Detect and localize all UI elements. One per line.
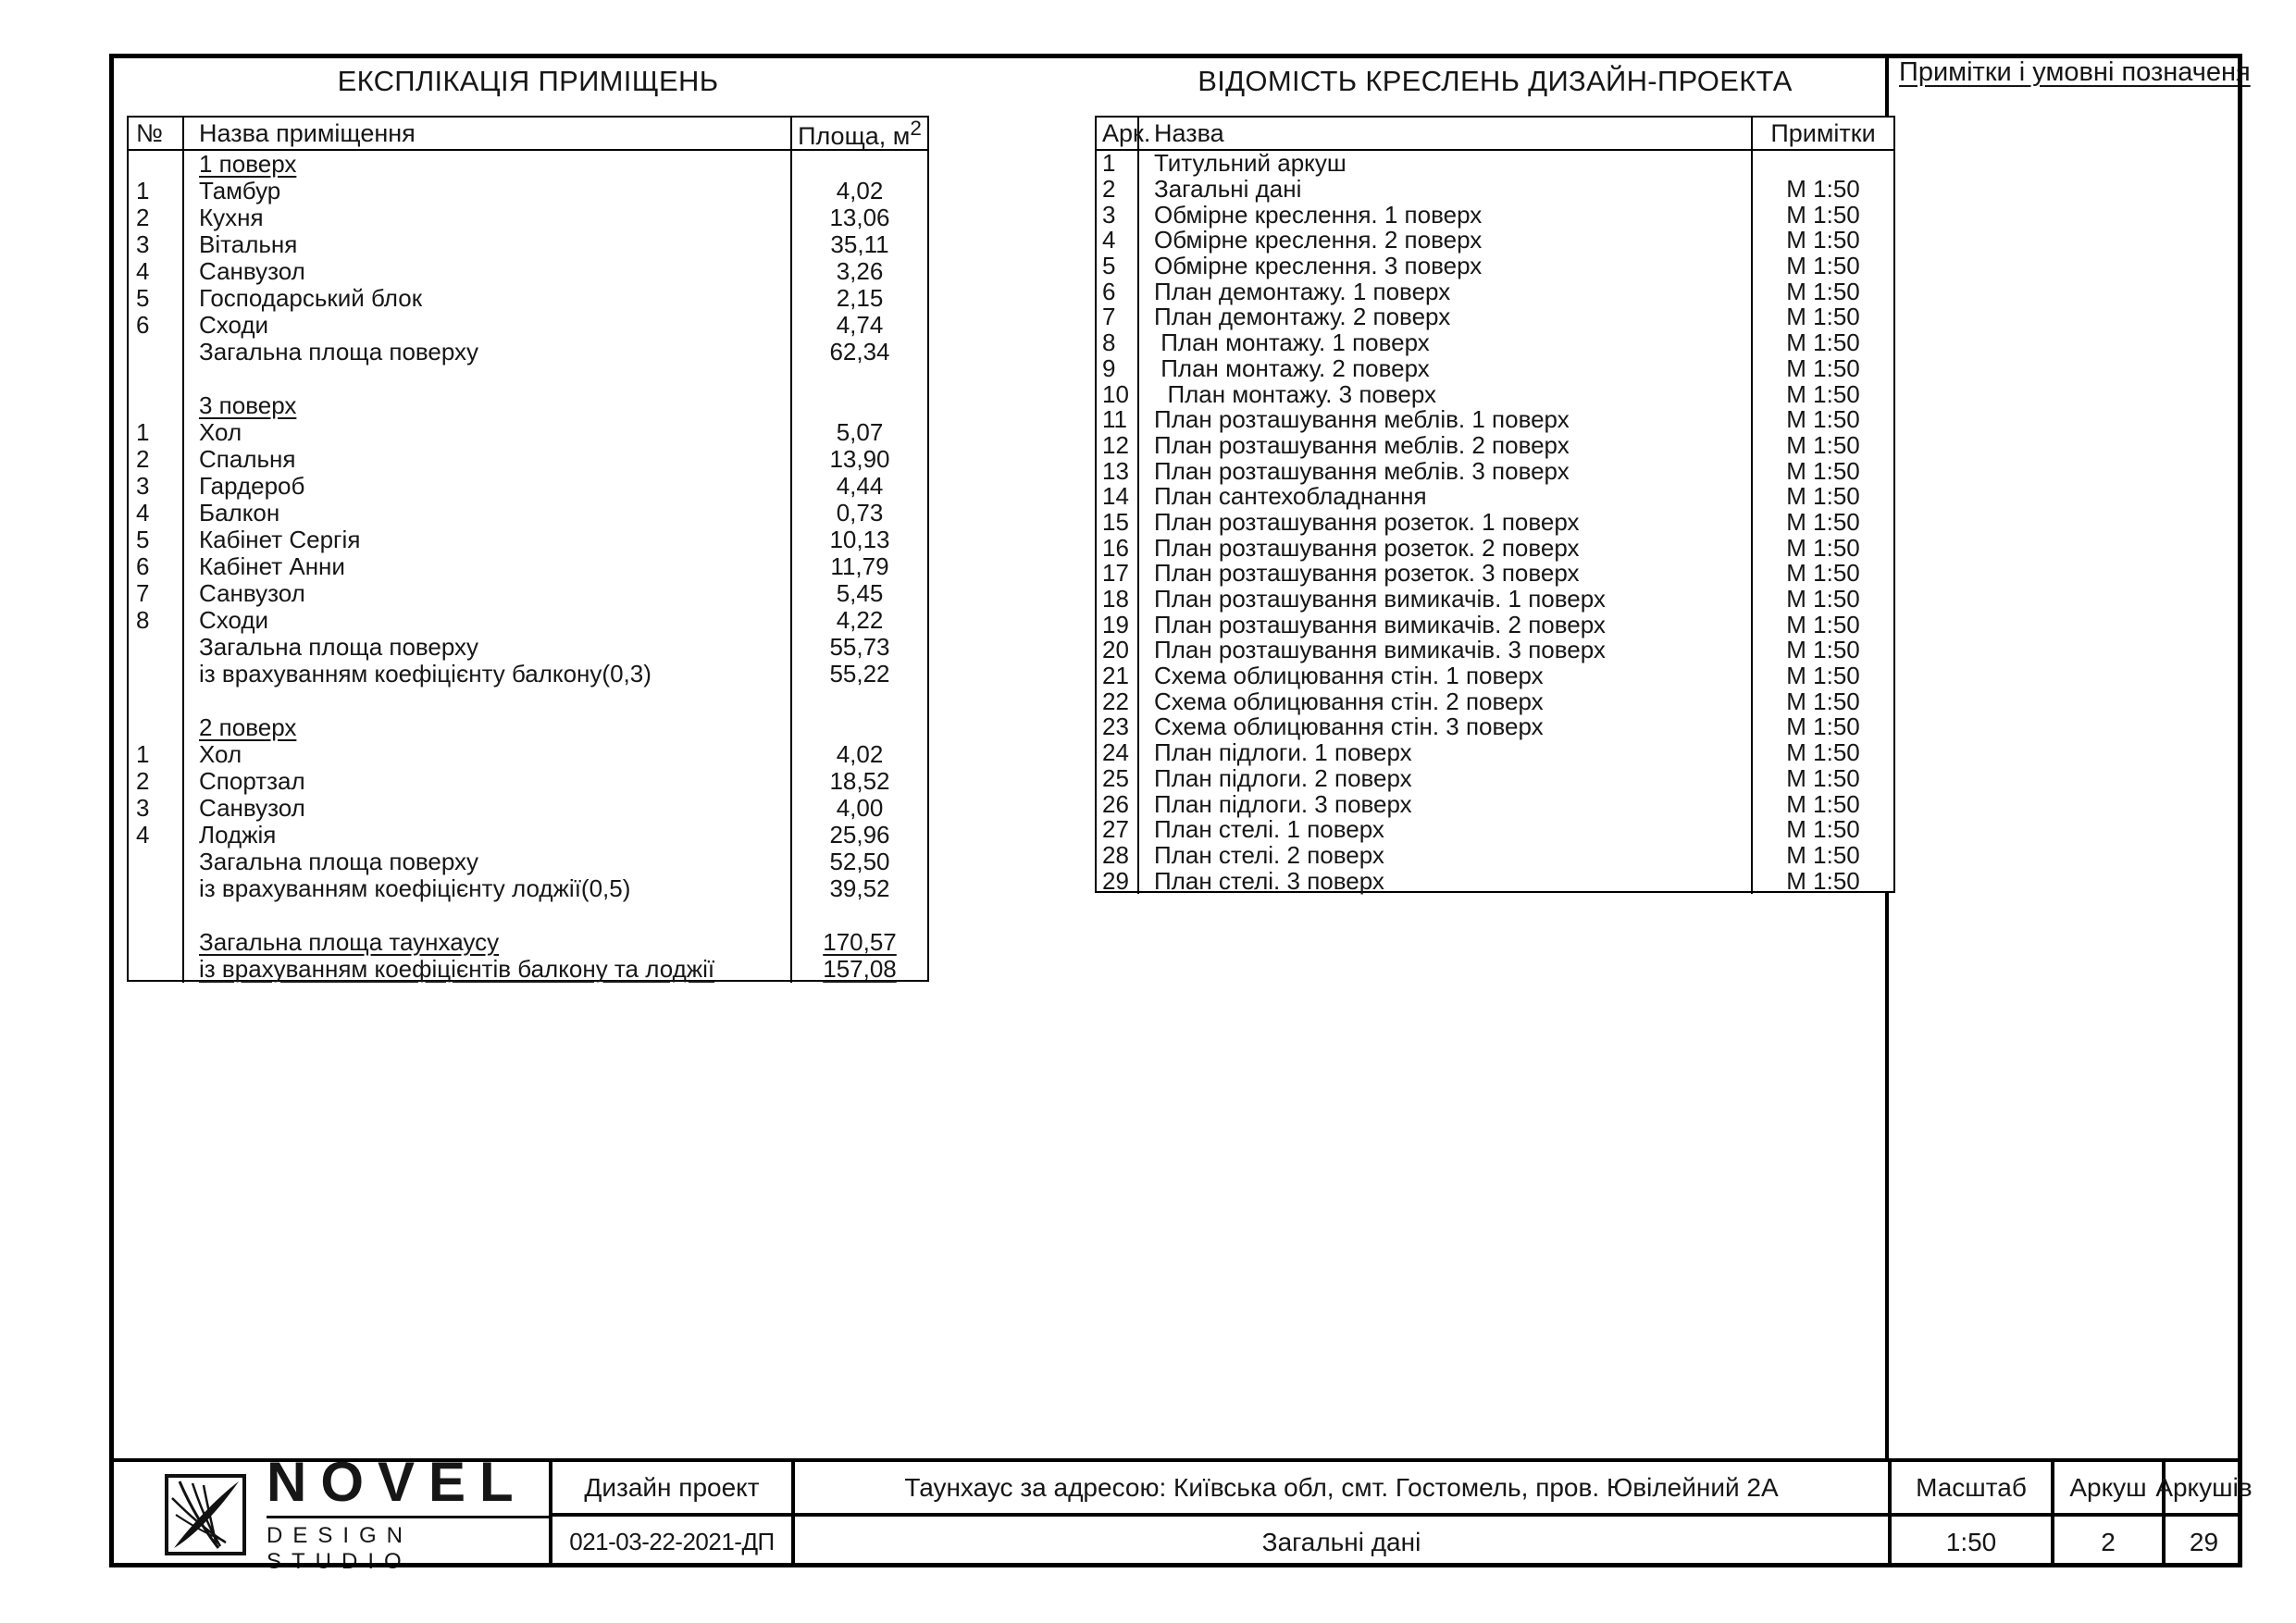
explication-row <box>129 768 927 795</box>
room-name: Загальна площа поверху <box>184 339 792 365</box>
sheet-number: 2 <box>1097 177 1139 203</box>
drawing-note: М 1:50 <box>1786 456 1860 485</box>
company-logo <box>109 1451 549 1574</box>
drawing-note: М 1:50 <box>1786 559 1860 588</box>
row-number <box>129 392 184 419</box>
row-number <box>129 714 184 741</box>
row-number <box>129 151 184 178</box>
drawing-name: План розташування вимикачів. 2 поверх <box>1139 612 1753 638</box>
room-name: Лоджія <box>184 822 792 849</box>
scale-value: 1:50 <box>1945 1527 1997 1556</box>
row-number: 3 <box>129 795 184 822</box>
room-name: із врахуванням коефіцієнтів балкону та лоджії <box>184 956 792 983</box>
drawing-note: М 1:50 <box>1786 482 1860 511</box>
drawings-header-row <box>1097 118 1893 151</box>
row-number <box>129 661 184 688</box>
drawing-name: План розташування меблів. 2 поверх <box>1139 433 1753 459</box>
project-type-cell <box>549 1462 791 1567</box>
room-name <box>184 365 792 392</box>
drawings-row <box>1097 507 1893 536</box>
drawings-row <box>1097 791 1893 817</box>
sheet-number-label: Аркуш <box>2054 1462 2162 1517</box>
row-number: 5 <box>129 285 184 312</box>
sheet-number: 4 <box>1097 228 1139 254</box>
row-number: 2 <box>129 446 184 473</box>
room-area: 4,22 <box>836 606 884 634</box>
sheet-content-title: Загальні дані <box>1261 1527 1421 1556</box>
row-number <box>129 365 184 392</box>
room-area <box>792 688 927 714</box>
drawings-row <box>1097 561 1893 587</box>
drawings-row <box>1097 840 1893 869</box>
room-area: 4,74 <box>836 311 884 339</box>
row-number: 2 <box>129 768 184 795</box>
sheet-number: 9 <box>1097 356 1139 382</box>
room-name: Санвузол <box>184 258 792 285</box>
explication-row <box>129 661 927 688</box>
project-type: Дизайн проект <box>552 1462 791 1517</box>
drawing-note: М 1:50 <box>1786 277 1860 305</box>
room-name: Хол <box>184 419 792 446</box>
sheet-number: 1 <box>1097 151 1139 177</box>
sheet-number: 19 <box>1097 612 1139 638</box>
sheet-number: 8 <box>1097 330 1139 356</box>
drawing-note: М 1:50 <box>1786 662 1860 690</box>
sheet-number: 17 <box>1097 561 1139 587</box>
drawing-name: План підлоги. 2 поверх <box>1139 766 1753 792</box>
drawing-name: План розташування розеток. 3 поверх <box>1139 561 1753 587</box>
room-area: 0,73 <box>836 499 884 527</box>
explication-row <box>129 365 927 392</box>
room-name: Господарський блок <box>184 285 792 312</box>
room-area: 3,26 <box>836 257 884 285</box>
room-area: 55,73 <box>829 633 890 661</box>
row-number: 6 <box>129 312 184 339</box>
col-header-room-name: Назва приміщення <box>184 118 792 149</box>
sheet-number: 7 <box>1097 304 1139 330</box>
room-area: 25,96 <box>829 821 890 849</box>
explication-row <box>129 956 927 983</box>
drawing-note: М 1:50 <box>1786 610 1860 638</box>
explication-row <box>129 902 927 929</box>
notes-panel-title: Примітки і умовні позначеня <box>1899 57 2251 87</box>
drawings-row <box>1097 177 1893 203</box>
drawing-name: Титульний аркуш <box>1139 151 1753 177</box>
col-header-drawing-name: Назва <box>1139 118 1753 149</box>
drawing-name: Обмірне креслення. 2 поверх <box>1139 228 1753 254</box>
sheet-number: 25 <box>1097 766 1139 792</box>
room-area: 10,13 <box>829 526 890 553</box>
drawings-row <box>1097 304 1893 330</box>
drawing-note: М 1:50 <box>1786 789 1860 818</box>
explication-row <box>129 312 927 339</box>
drawing-note: М 1:50 <box>1786 430 1860 459</box>
explication-row <box>129 580 927 607</box>
drawing-note: М 1:50 <box>1786 866 1860 895</box>
drawing-name: План розташування розеток. 2 поверх <box>1139 535 1753 561</box>
project-address-cell <box>791 1462 1888 1567</box>
drawing-name: План монтажу. 2 поверх <box>1139 356 1753 382</box>
room-name: Сходи <box>184 607 792 634</box>
drawing-note: М 1:50 <box>1786 712 1860 741</box>
drawing-note: М 1:50 <box>1786 533 1860 562</box>
logo-text <box>267 1451 549 1575</box>
drawings-table <box>1095 116 1895 893</box>
drawing-note: М 1:50 <box>1786 303 1860 331</box>
room-area <box>792 365 927 392</box>
drawings-row <box>1097 740 1893 766</box>
drawing-note <box>1753 151 1893 177</box>
sheets-total-value: 29 <box>2189 1527 2219 1556</box>
drawings-row <box>1097 663 1893 689</box>
drawing-note: М 1:50 <box>1786 328 1860 357</box>
drawing-name: План підлоги. 1 поверх <box>1139 740 1753 766</box>
row-number: 4 <box>129 258 184 285</box>
drawings-row <box>1097 202 1893 228</box>
room-name <box>184 688 792 714</box>
room-area: 52,50 <box>829 848 890 875</box>
row-number: 1 <box>129 419 184 446</box>
explication-row <box>129 151 927 178</box>
sheet-number: 23 <box>1097 714 1139 740</box>
row-number: 4 <box>129 500 184 527</box>
explication-header-row <box>129 118 927 151</box>
room-name: 3 поверх <box>184 392 792 419</box>
sheet-number: 12 <box>1097 433 1139 459</box>
sheet-number: 6 <box>1097 279 1139 304</box>
drawings-row <box>1097 763 1893 792</box>
room-name: Загальна площа таунхаусу <box>184 929 792 956</box>
row-number <box>129 688 184 714</box>
sheet-number: 18 <box>1097 587 1139 613</box>
room-area <box>792 151 927 178</box>
sheet-number: 10 <box>1097 381 1139 407</box>
explication-row <box>129 929 927 956</box>
explication-row <box>129 258 927 285</box>
explication-table <box>127 116 929 982</box>
row-number <box>129 929 184 956</box>
drawings-row <box>1097 688 1893 714</box>
drawing-name: План стелі. 3 поверх <box>1139 868 1753 894</box>
room-area: 5,45 <box>836 579 884 607</box>
row-number: 1 <box>129 178 184 204</box>
row-number: 3 <box>129 231 184 258</box>
room-name: 2 поверх <box>184 714 792 741</box>
sheet-number: 29 <box>1097 868 1139 894</box>
drawing-note: М 1:50 <box>1786 585 1860 613</box>
drawings-row <box>1097 381 1893 407</box>
explication-row <box>129 285 927 312</box>
row-number: 4 <box>129 822 184 849</box>
drawing-name: План розташування вимикачів. 1 поверх <box>1139 587 1753 613</box>
scale-cell <box>1888 1462 2051 1567</box>
room-name: із врахуванням коефіцієнту лоджії(0,5) <box>184 875 792 902</box>
room-name: Санвузол <box>184 580 792 607</box>
room-area: 170,57 <box>823 928 897 956</box>
sheet-number: 24 <box>1097 740 1139 766</box>
drawing-name: План підлоги. 3 поверх <box>1139 791 1753 817</box>
drawings-row <box>1097 430 1893 459</box>
room-name: Загальна площа поверху <box>184 634 792 661</box>
sheet-number: 3 <box>1097 202 1139 228</box>
room-area: 13,90 <box>829 445 890 473</box>
drawing-name: План демонтажу. 1 поверх <box>1139 279 1753 304</box>
drawings-row <box>1097 714 1893 740</box>
explication-row <box>129 231 927 258</box>
room-area: 55,22 <box>829 660 890 688</box>
explication-title: ЕКСПЛІКАЦІЯ ПРИМІЩЕНЬ <box>337 65 719 97</box>
drawing-name: План стелі. 2 поверх <box>1139 843 1753 869</box>
explication-row <box>129 392 927 419</box>
row-number <box>129 902 184 929</box>
row-number: 1 <box>129 741 184 768</box>
sheet-number: 21 <box>1097 663 1139 689</box>
explication-row <box>129 473 927 500</box>
drawing-note: М 1:50 <box>1786 815 1860 844</box>
room-area: 39,52 <box>829 874 890 902</box>
drawing-name: Обмірне креслення. 1 поверх <box>1139 202 1753 228</box>
drawing-name: План розташування вимикачів. 3 поверх <box>1139 638 1753 663</box>
row-number: 5 <box>129 527 184 553</box>
scale-label: Масштаб <box>1892 1462 2051 1517</box>
row-number: 7 <box>129 580 184 607</box>
drawing-name: План сантехобладнання <box>1139 484 1753 510</box>
drawings-row <box>1097 228 1893 254</box>
room-name: Сходи <box>184 312 792 339</box>
room-name: Кабінет Сергія <box>184 527 792 553</box>
sheet-number: 20 <box>1097 638 1139 663</box>
row-number: 3 <box>129 473 184 500</box>
drawings-row <box>1097 868 1893 894</box>
drawings-row <box>1097 279 1893 304</box>
room-name: Хол <box>184 741 792 768</box>
drawing-name: План розташування розеток. 1 поверх <box>1139 510 1753 536</box>
drawings-body <box>1097 151 1893 894</box>
sheet-number-cell <box>2051 1462 2162 1567</box>
logo-mark-icon <box>165 1474 246 1555</box>
room-area <box>792 392 927 419</box>
explication-row <box>129 688 927 714</box>
sheets-total-label: Аркушів <box>2166 1462 2242 1517</box>
title-block <box>109 1451 2253 1574</box>
explication-row <box>129 204 927 231</box>
col-header-notes: Примітки <box>1770 118 1876 147</box>
project-address: Таунхаус за адресою: Київська обл, смт. Гостомель, пров. Ювілейний 2А <box>795 1462 1888 1517</box>
room-area: 4,02 <box>836 177 884 204</box>
drawings-row <box>1097 407 1893 433</box>
sheet-number: 5 <box>1097 254 1139 279</box>
drawings-row <box>1097 587 1893 613</box>
row-number <box>129 339 184 365</box>
explication-row <box>129 527 927 553</box>
row-number <box>129 956 184 983</box>
explication-row <box>129 446 927 473</box>
room-area: 5,07 <box>836 418 884 446</box>
sheet-number: 16 <box>1097 535 1139 561</box>
row-number: 8 <box>129 607 184 634</box>
drawing-name: Схема облицювання стін. 1 поверх <box>1139 663 1753 689</box>
drawing-note: М 1:50 <box>1786 252 1860 280</box>
explication-row <box>129 741 927 768</box>
row-number: 6 <box>129 553 184 580</box>
row-number: 2 <box>129 204 184 231</box>
room-name: Кабінет Анни <box>184 553 792 580</box>
explication-row <box>129 419 927 446</box>
room-area: 35,11 <box>830 230 889 258</box>
drawings-row <box>1097 535 1893 561</box>
room-name: Спортзал <box>184 768 792 795</box>
room-area: 4,44 <box>836 472 884 500</box>
explication-row <box>129 634 927 661</box>
explication-row <box>129 875 927 902</box>
room-area: 11,79 <box>830 552 889 580</box>
room-area: 157,08 <box>823 955 897 983</box>
drawing-note: М 1:50 <box>1786 507 1860 536</box>
room-area: 18,52 <box>829 767 890 795</box>
room-name: Спальня <box>184 446 792 473</box>
drawings-row <box>1097 638 1893 663</box>
explication-row <box>129 553 927 580</box>
room-name: Балкон <box>184 500 792 527</box>
logo-subtitle: DESIGN STUDIO <box>267 1523 414 1574</box>
room-name: Загальна площа поверху <box>184 849 792 875</box>
room-name: із врахуванням коефіцієнту балкону(0,3) <box>184 661 792 688</box>
drawing-note: М 1:50 <box>1786 353 1860 382</box>
drawing-name: Обмірне креслення. 3 поверх <box>1139 254 1753 279</box>
drawing-note: М 1:50 <box>1786 175 1860 204</box>
room-area: 13,06 <box>829 204 890 231</box>
drawing-name: План розташування меблів. 1 поверх <box>1139 407 1753 433</box>
room-area <box>792 902 927 929</box>
drawings-list-title: ВІДОМІСТЬ КРЕСЛЕНЬ ДИЗАЙН-ПРОЕКТА <box>1198 65 1793 97</box>
sheet-number: 11 <box>1097 407 1139 433</box>
drawing-name: План монтажу. 1 поверх <box>1139 330 1753 356</box>
explication-row <box>129 607 927 634</box>
room-area <box>792 714 927 741</box>
drawings-row <box>1097 254 1893 279</box>
explication-row <box>129 178 927 204</box>
explication-row <box>129 822 927 849</box>
drawing-note: М 1:50 <box>1786 405 1860 434</box>
room-name: 1 поверх <box>184 151 792 178</box>
drawing-note: М 1:50 <box>1786 200 1860 229</box>
room-area: 4,02 <box>836 740 884 768</box>
col-header-sheet-no: Арк. <box>1097 118 1139 149</box>
drawings-row <box>1097 458 1893 484</box>
drawing-name: План монтажу. 3 поверх <box>1139 381 1753 407</box>
sheet-number: 27 <box>1097 817 1139 843</box>
row-number <box>129 875 184 902</box>
drawings-row <box>1097 484 1893 510</box>
room-name: Вітальня <box>184 231 792 258</box>
drawings-row <box>1097 353 1893 382</box>
explication-row <box>129 339 927 365</box>
sheet-number: 13 <box>1097 458 1139 484</box>
drawing-name: Загальні дані <box>1139 177 1753 203</box>
sheets-total-cell <box>2155 1462 2253 1567</box>
drawing-note: М 1:50 <box>1786 763 1860 792</box>
col-header-num: № <box>129 118 184 149</box>
drawing-note: М 1:50 <box>1786 738 1860 767</box>
sheet-number: 15 <box>1097 510 1139 536</box>
row-number <box>129 634 184 661</box>
room-area: 4,00 <box>836 794 884 822</box>
room-name: Кухня <box>184 204 792 231</box>
sheet-number: 28 <box>1097 843 1139 869</box>
explication-row <box>129 849 927 875</box>
drawing-name: План демонтажу. 2 поверх <box>1139 304 1753 330</box>
drawings-row <box>1097 612 1893 638</box>
drawing-note: М 1:50 <box>1786 226 1860 254</box>
explication-row <box>129 500 927 527</box>
drawing-note: М 1:50 <box>1786 687 1860 715</box>
room-name: Санвузол <box>184 795 792 822</box>
room-name <box>184 902 792 929</box>
drawing-note: М 1:50 <box>1786 636 1860 664</box>
explication-row <box>129 714 927 741</box>
drawing-note: М 1:50 <box>1786 840 1860 869</box>
explication-row <box>129 795 927 822</box>
sheet-number: 22 <box>1097 688 1139 714</box>
drawings-row <box>1097 330 1893 356</box>
project-code: 021-03-22-2021-ДП <box>569 1528 775 1555</box>
room-name: Гардероб <box>184 473 792 500</box>
drawing-name: План розташування меблів. 3 поверх <box>1139 458 1753 484</box>
explication-body <box>129 151 927 983</box>
row-number <box>129 849 184 875</box>
room-name: Тамбур <box>184 178 792 204</box>
room-area: 2,15 <box>836 284 884 312</box>
col-header-area: Площа, $м^2$ <box>798 116 922 150</box>
drawings-row <box>1097 151 1893 177</box>
drawings-row <box>1097 817 1893 843</box>
drawing-name: Схема облицювання стін. 3 поверх <box>1139 714 1753 740</box>
sheet-number: 14 <box>1097 484 1139 510</box>
sheet-number: 26 <box>1097 791 1139 817</box>
drawing-note: М 1:50 <box>1786 379 1860 408</box>
drawing-name: Схема облицювання стін. 2 поверх <box>1139 688 1753 714</box>
logo-title: NOVEL <box>267 1455 549 1518</box>
room-area: 62,34 <box>829 338 890 365</box>
sheet-number-value: 2 <box>2101 1527 2116 1556</box>
drawing-name: План стелі. 1 поверх <box>1139 817 1753 843</box>
